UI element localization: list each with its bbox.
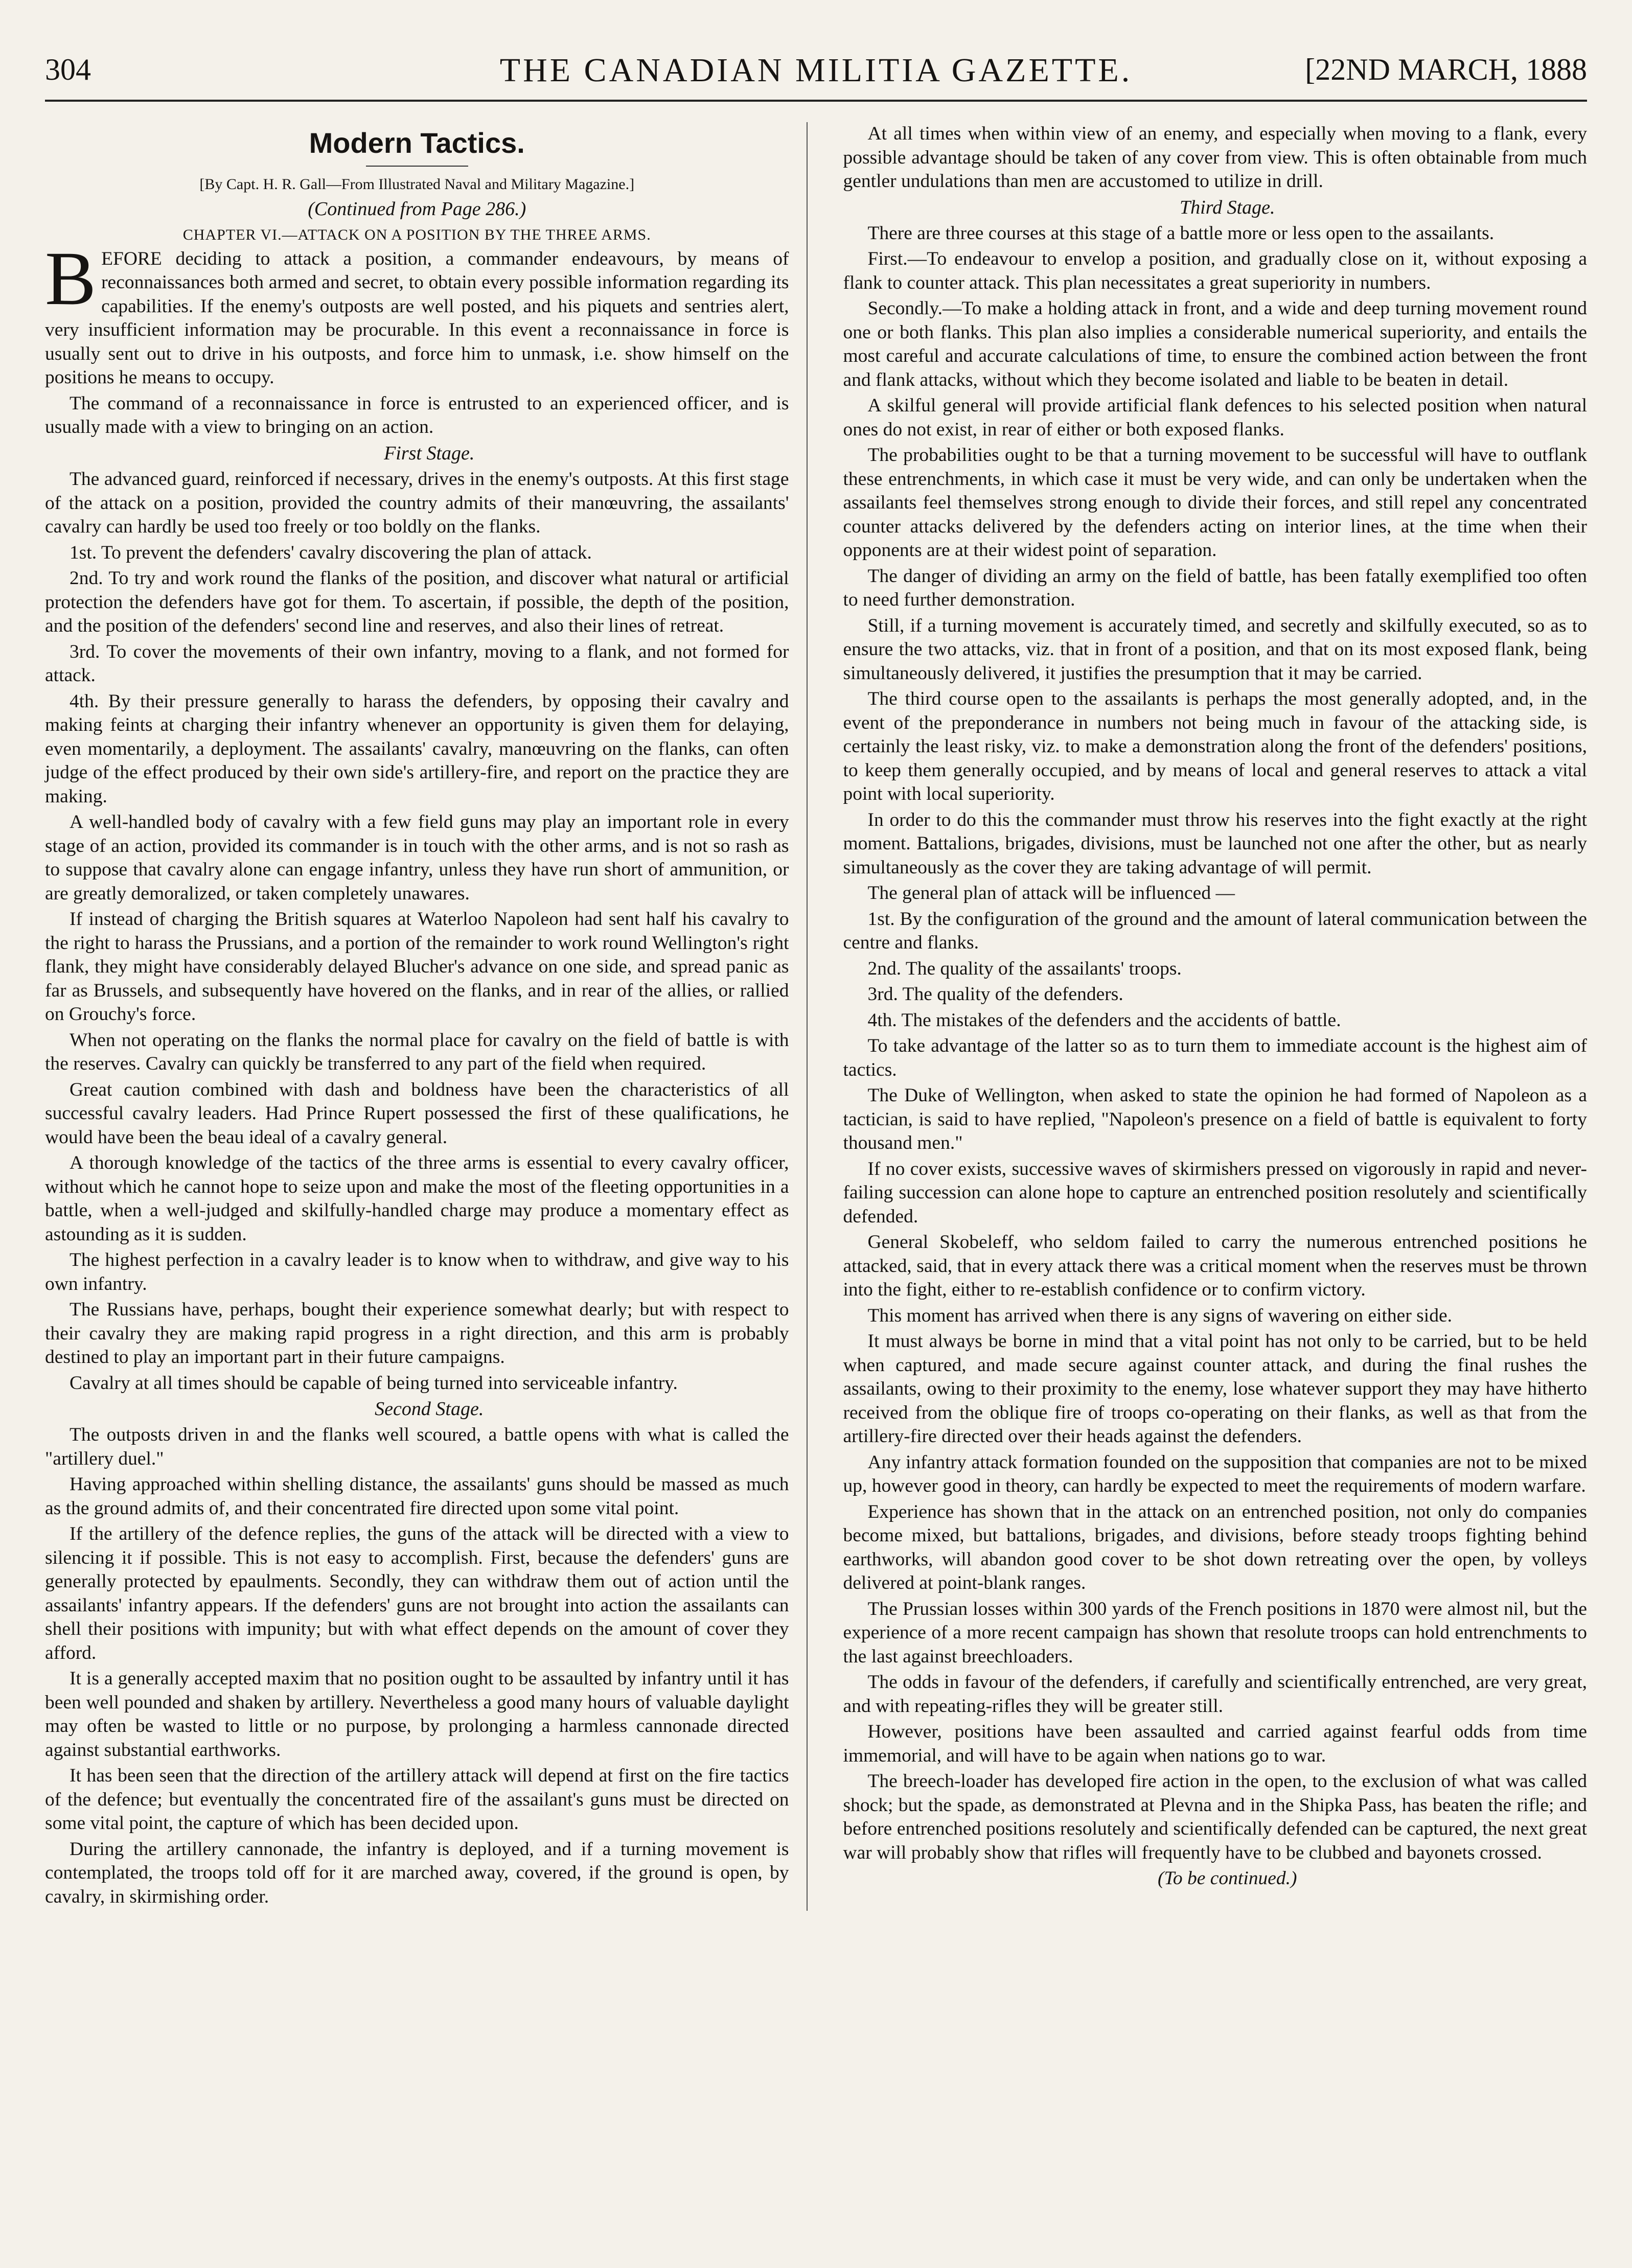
stage-heading: Second Stage. [375, 1398, 484, 1420]
paragraph: The general plan of attack will be influenced — [867, 883, 1235, 904]
paragraph: 4th. By their pressure generally to harass the defenders, by opposing their cavalry and making feints at charging their infantry whenever an opportunity is given them for delaying, even momentarily, a deployment. The assailants' cavalry, manœuvring on the flanks, can often judge of the effect produced by their own side's artillery-fire, and report on the practice they are making. [45, 690, 789, 807]
lead-text: EFORE deciding to attack a position, a commander endeavours, by means of reconnaissances both armed and secret, to obtain every possible information regarding its capabilities. If the enemy's outposts are well posted, and his piquets and sentries alert, very insufficient information may be procurable. In this event a reconnaissance in force is usually sent out to drive in his outposts, and force him to unmask, i.e. show himself on the positions he means to occupy. [45, 248, 789, 388]
paragraph: It must always be borne in mind that a vital point has not only to be carried, but to be held when captured, and made secure against counter attack, and during the final rushes the assailants, owing to their proximity to the enemy, lose whatever support they may have hitherto received from the oblique fire of troops co-operating on their flanks, as well as that from the artillery-fire directed over their heads against the defenders. [843, 1331, 1587, 1447]
column-left-body [45, 236, 789, 1909]
paragraph: If instead of charging the British squares at Waterloo Napoleon had sent half his cavalry to the right to harass the Prussians, and a portion of the remainder to work round Wellington's right flank, they might have considerably delayed Blucher's advance on one side, and spread panic as far as Brussels, and subsequently have hovered on the flanks, and in rear of the allies, or rallied on Grouchy's force. [45, 909, 789, 1025]
paragraph: The breech-loader has developed fire action in the open, to the exclusion of what was called shock; but the spade, as demonstrated at Plevna and in the Shipka Pass, has beaten the rifle; and before entrenched positions resolutely and scientifically defended can be captured, the next great war will probably show that rifles will frequently have to be clubbed and bayonets crossed. [843, 1771, 1587, 1863]
paragraph: The third course open to the assailants is perhaps the most generally adopted, and, in the event of the preponderance in numbers not being much in favour of the attacking side, is certainly the least risky, viz. to make a demonstration along the front of the defenders' positions, to keep them generally occupied, and by means of local and general reserves to attack a vital point with local superiority. [843, 688, 1587, 805]
paragraph: The Russians have, perhaps, bought their experience somewhat dearly; but with respect to their cavalry they are making rapid progress in a right direction, and this arm is probably destined to play an important part in their future campaigns. [45, 1299, 789, 1368]
paragraph: The command of a reconnaissance in force is entrusted to an experienced officer, and is usually made with a view to bringing on an action. [45, 392, 789, 438]
paragraph: 4th. The mistakes of the defenders and the accidents of battle. [867, 1009, 1341, 1031]
paragraph: A well-handled body of cavalry with a few field guns may play an important role in every stage of an action, provided its commander is in touch with the other arms, and is not so rash as to suppose that cavalry alone can engage infantry, unless they have run short of ammunition, or are greatly demoralized, or taken completely unawares. [45, 812, 789, 904]
paragraph: This moment has arrived when there is any signs of wavering on either side. [867, 1305, 1452, 1326]
drop-cap: B [45, 236, 97, 321]
article-byline: [By Capt. H. R. Gall—From Illustrated Naval and Military Magazine.] [199, 176, 635, 193]
paragraph: During the artillery cannonade, the infantry is deployed, and if a turning movement is contemplated, the troops told off for it are marched away, covered, if the ground is open, by cavalry, in skirmishing order. [45, 1838, 789, 1907]
paragraph: The odds in favour of the defenders, if carefully and scientifically entrenched, are very great, and with repeating-rifles they will be greater still. [843, 1672, 1587, 1717]
paragraph: 1st. To prevent the defenders' cavalry discovering the plan of attack. [70, 542, 592, 563]
paragraph: The Duke of Wellington, when asked to state the opinion he had formed of Napoleon as a tactician, is said to have replied, "Napoleon's presence on a field of battle is equivalent to forty thousand men." [843, 1085, 1587, 1154]
masthead: THE CANADIAN MILITIA GAZETTE. [499, 52, 1133, 89]
page-number: 304 [45, 53, 91, 86]
paragraph: At all times when within view of an enemy, and especially when moving to a flank, every possible advantage should be taken of any cover from view. This is often obtainable from much gentler undulations than men are accustomed to utilize in drill. [843, 123, 1587, 192]
article-columns [45, 122, 1587, 1911]
stage-heading: Third Stage. [1180, 196, 1275, 218]
paragraph: However, positions have been assaulted and carried against fearful odds from time immemorial, and will have to be again when nations go to war. [843, 1721, 1587, 1766]
paragraph: When not operating on the flanks the normal place for cavalry on the field of battle is with the reserves. Cavalry can quickly be transferred to any part of the field when required. [45, 1029, 789, 1075]
to-be-continued: (To be continued.) [1157, 1868, 1297, 1889]
paragraph: The highest perfection in a cavalry leader is to know when to withdraw, and give way to his own infantry. [45, 1249, 789, 1294]
continued-note: (Continued from Page 286.) [308, 198, 526, 220]
paragraph: It has been seen that the direction of the artillery attack will depend at first on the fire tactics of the defence; but eventually the concentrated fire of the assailant's guns must be directed on some vital point, the capture of which has been decided upon. [45, 1765, 789, 1834]
paragraph: Great caution combined with dash and boldness have been the characteristics of all successful cavalry leaders. Had Prince Rupert possessed the first of these qualifications, he would have been the beau ideal of a cavalry general. [45, 1079, 789, 1148]
paragraph: It is a generally accepted maxim that no position ought to be assaulted by infantry until it has been well pounded and shaken by artillery. Nevertheless a good many hours of valuable daylight may often be wasted to little or no purpose, by prolonging a harmless cannonade directed against substantial earthworks. [45, 1668, 789, 1761]
issue-date: [22ND MARCH, 1888 [1305, 53, 1587, 86]
paragraph: Having approached within shelling distance, the assailants' guns should be massed as much as the ground admits of, and their concentrated fire directed upon some vital point. [45, 1474, 789, 1519]
paragraph: Experience has shown that in the attack on an entrenched position, not only do companies become mixed, but battalions, brigades, and divisions, before steady troops fighting behind earthworks, will abandon good cover to be shot down retreating over the open, by volleys delivered at point-blank ranges. [843, 1501, 1587, 1594]
paragraph: 1st. By the configuration of the ground and the amount of lateral communication between the centre and flanks. [843, 908, 1587, 954]
paragraph: The probabilities ought to be that a turning movement to be successful will have to outflank these entrenchments, in which case it must be very wide, and can only be undertaken when the assailants feel themselves strong enough to divide their forces, and still repel any concentrated counter attacks delivered by the defenders acting on interior lines, at the time when their opponents are at their widest point of separation. [843, 445, 1587, 561]
lead-paragraph [45, 236, 789, 390]
article-title: Modern Tactics. [309, 127, 525, 159]
paragraph: 3rd. The quality of the defenders. [867, 984, 1123, 1005]
page-header [45, 51, 1587, 102]
paragraph: A thorough knowledge of the tactics of the three arms is essential to every cavalry officer, without which he cannot hope to seize upon and make the most of the fleeting opportunities in a battle, when a well-judged and skilfully-handled charge may produce a momentary effect as astounding as it is sudden. [45, 1152, 789, 1245]
stage-heading: First Stage. [384, 442, 475, 464]
paragraph: General Skobeleff, who seldom failed to carry the numerous entrenched positions he attacked, said, that in every attack there was a critical moment when the reserves must be thrown into the fight, either to re-establish confidence or to confirm victory. [843, 1232, 1587, 1301]
column-right [843, 122, 1588, 1911]
paragraph: First.—To endeavour to envelop a position, and gradually close on it, without exposing a flank to counter attack. This plan necessitates a great superiority in numbers. [843, 248, 1587, 293]
paragraph: If no cover exists, successive waves of skirmishers pressed on vigorously in rapid and never-failing succession can alone hope to capture an entrenched position resolutely and scientifically defended. [843, 1158, 1587, 1227]
paragraph: If the artillery of the defence replies, the guns of the attack will be directed with a view to silencing it if possible. This is not easy to accomplish. First, because the defenders' guns are generally protected by epaulments. Secondly, they can withdraw them out of action until the assailants' infantry appears. If the defenders' guns are not brought into action the assailants can shell their positions with impunity; but with what effect depends on the amount of cover they afford. [45, 1523, 789, 1663]
paragraph: To take advantage of the latter so as to turn them to immediate account is the highest aim of tactics. [843, 1035, 1587, 1080]
paragraph: The Prussian losses within 300 yards of the French positions in 1870 were almost nil, but the experience of a more recent campaign has shown that resolute troops can hold entrenchments to the last against breechloaders. [843, 1598, 1587, 1667]
chapter-heading: CHAPTER VI.—ATTACK ON A POSITION BY THE THREE ARMS. [182, 226, 651, 243]
paragraph: A skilful general will provide artificial flank defences to his selected position when natural ones do not exist, in rear of either or both exposed flanks. [843, 395, 1587, 440]
paragraph: In order to do this the commander must throw his reserves into the fight exactly at the right moment. Battalions, brigades, divisions, must be launched not one after the other, but as nearly simultaneously as the cover they are taking advantage of will permit. [843, 809, 1587, 878]
paragraph: 2nd. The quality of the assailants' troops. [867, 958, 1182, 979]
paragraph: Cavalry at all times should be capable of being turned into serviceable infantry. [70, 1372, 678, 1394]
title-rule [366, 166, 468, 167]
paragraph: 3rd. To cover the movements of their own infantry, moving to a flank, and not formed for attack. [45, 641, 789, 686]
paragraph: There are three courses at this stage of a battle more or less open to the assailants. [867, 222, 1495, 244]
column-left [45, 122, 808, 1911]
paragraph: The outposts driven in and the flanks well scoured, a battle opens with what is called the "artillery duel." [45, 1424, 789, 1469]
paragraph: The danger of dividing an army on the field of battle, has been fatally exemplified too often to need further demonstration. [843, 565, 1587, 611]
paragraph: Still, if a turning movement is accurately timed, and secretly and skilfully executed, so as to ensure the two attacks, viz. that in front of a position, and that on its most exposed flank, being simultaneously delivered, it justifies the presumption that it may be carried. [843, 615, 1587, 684]
paragraph: Any infantry attack formation founded on the supposition that companies are not to be mixed up, however good in theory, can hardly be expected to meet the requirements of modern warfare. [843, 1451, 1587, 1497]
paragraph: The advanced guard, reinforced if necessary, drives in the enemy's outposts. At this first stage of the attack on a position, provided the country admits of their manœuvring, the assailants' cavalry can hardly be used too freely or too boldly on the flanks. [45, 469, 789, 538]
column-right-body [843, 122, 1588, 1891]
paragraph: 2nd. To try and work round the flanks of the position, and discover what natural or artificial protection the defenders have got for them. To ascertain, if possible, the depth of the position, and the position of the defenders' second line and reserves, and also their lines of retreat. [45, 568, 789, 637]
paragraph: Secondly.—To make a holding attack in front, and a wide and deep turning movement round one or both flanks. This plan also implies a considerable numerical superiority, and entails the most careful and accurate calculations of time, to ensure the combined action between the front and flank attacks, without which they become isolated and liable to be beaten in detail. [843, 298, 1587, 390]
